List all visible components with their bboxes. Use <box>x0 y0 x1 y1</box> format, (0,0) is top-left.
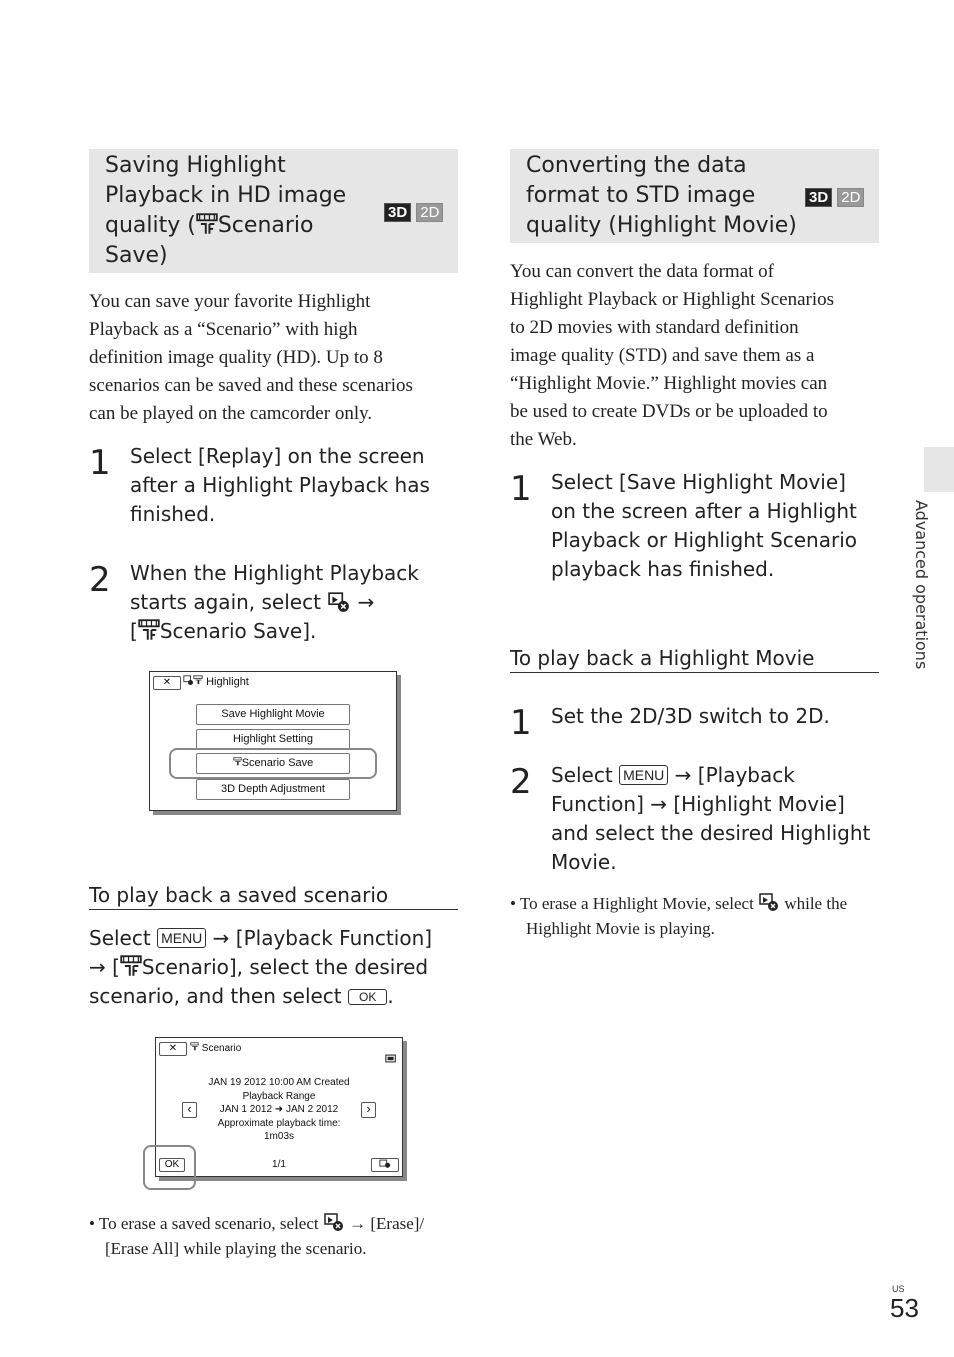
menu-button: MENU <box>157 928 206 948</box>
left-section-header <box>89 149 458 273</box>
scenario-details: JAN 19 2012 10:00 AM Created Playback Range JAN 1 2012 ➜ JAN 2 2012 Approximate playback time: 1m03s <box>208 1077 350 1142</box>
region-code: US <box>892 1284 905 1294</box>
edit-delete-button[interactable] <box>371 1158 399 1172</box>
ok-highlight <box>143 1145 196 1190</box>
scenario-icon <box>233 757 242 766</box>
right-note: • To erase a Highlight Movie, select while the Highlight Movie is playing. <box>510 894 848 938</box>
close-button[interactable]: ✕ <box>153 676 181 690</box>
scenario-icon <box>196 212 218 236</box>
badge-3d: 3D <box>805 188 832 207</box>
highlight-menu-screen <box>149 671 397 811</box>
close-button[interactable]: ✕ <box>159 1042 187 1056</box>
badge-2d: 2D <box>837 188 864 207</box>
edit-delete-icon <box>323 1212 345 1232</box>
left-step2-text: When the Highlight Playback starts again, select → [ Scenario Save]. <box>130 561 419 643</box>
left-header-line2: Playback in HD image <box>105 183 347 208</box>
edit-delete-icon <box>758 892 780 912</box>
edit-delete-icon <box>327 591 351 613</box>
left-header-line3: quality ( Scenario <box>105 213 314 238</box>
battery-icon <box>385 1054 397 1063</box>
screen2-title: Scenario <box>190 1042 241 1054</box>
3d-depth-adjustment-button[interactable]: 3D Depth Adjustment <box>196 779 350 800</box>
right-step1-number: 1 <box>510 469 532 509</box>
screen1-title: Highlight <box>183 675 249 688</box>
badge-2d: 2D <box>416 203 443 222</box>
left-step1-text: Select [Replay] on the screen after a Highlight Playback has finished. <box>130 444 430 526</box>
left-subheading: To play back a saved scenario <box>89 881 458 910</box>
right-header-title: Converting the data format to STD image quality (Highlight Movie) <box>526 153 797 238</box>
right-stepB-text: Select MENU → [Playback Function] → [Highlight Movie] and select the desired Highlight Movie. <box>551 763 871 874</box>
scenario-icon <box>190 1042 199 1051</box>
right-step1-text: Select [Save Highlight Movie] on the screen after a Highlight Playback or Highlight Scenario playback has finished. <box>551 470 858 581</box>
left-header-line1: Saving Highlight <box>105 153 286 178</box>
right-subheading: To play back a Highlight Movie <box>510 644 879 673</box>
scenario-icon <box>193 675 203 685</box>
left-header-line4: Save) <box>105 243 168 268</box>
next-button[interactable]: › <box>361 1102 376 1118</box>
left-step1-number: 1 <box>89 443 111 483</box>
scenario-icon <box>138 618 160 642</box>
ok-button: OK <box>348 989 387 1005</box>
left-mode-badges <box>384 202 443 222</box>
ok-button[interactable]: OK <box>159 1158 185 1172</box>
menu-button: MENU <box>619 765 668 785</box>
badge-3d: 3D <box>384 203 411 222</box>
left-select-instruction: Select MENU → [Playback Function] → [ Scenario], select the desired scenario, and then select OK . <box>89 926 433 1008</box>
scenario-icon <box>120 954 142 978</box>
edit-delete-icon <box>379 1159 391 1168</box>
right-stepA-text: Set the 2D/3D switch to 2D. <box>551 704 830 728</box>
save-highlight-movie-button[interactable]: Save Highlight Movie <box>196 704 350 725</box>
right-intro: You can convert the data format of Highlight Playback or Highlight Scenarios to 2D movies with standard definition image quality (STD) and save them as a “Highlight Movie.” Highlight movies can be used to create DVDs or be uploaded to the Web. <box>510 261 835 450</box>
left-header-title <box>105 151 346 271</box>
prev-button[interactable]: ‹ <box>182 1102 197 1118</box>
page-indicator: 1/1 <box>272 1159 286 1170</box>
right-stepA-number: 1 <box>510 703 532 743</box>
left-step2-number: 2 <box>89 560 111 600</box>
left-intro: You can save your favorite Highlight Playback as a “Scenario” with high definition image quality (HD). Up to 8 scenarios can be saved and these scenarios can be played on the camcorder only. <box>89 291 413 424</box>
page-number: 53 <box>890 1293 919 1323</box>
edit-icon <box>183 675 193 685</box>
right-section-header <box>510 149 879 243</box>
right-mode-badges <box>805 187 864 207</box>
side-tab <box>924 447 954 492</box>
scenario-save-button[interactable]: Scenario Save <box>196 753 350 774</box>
right-stepB-number: 2 <box>510 762 532 802</box>
side-tab-label: Advanced operations <box>912 500 931 670</box>
left-note: • To erase a saved scenario, select → [Erase]/ [Erase All] while playing the scenario. <box>89 1214 425 1258</box>
highlight-setting-button[interactable]: Highlight Setting <box>196 729 350 750</box>
